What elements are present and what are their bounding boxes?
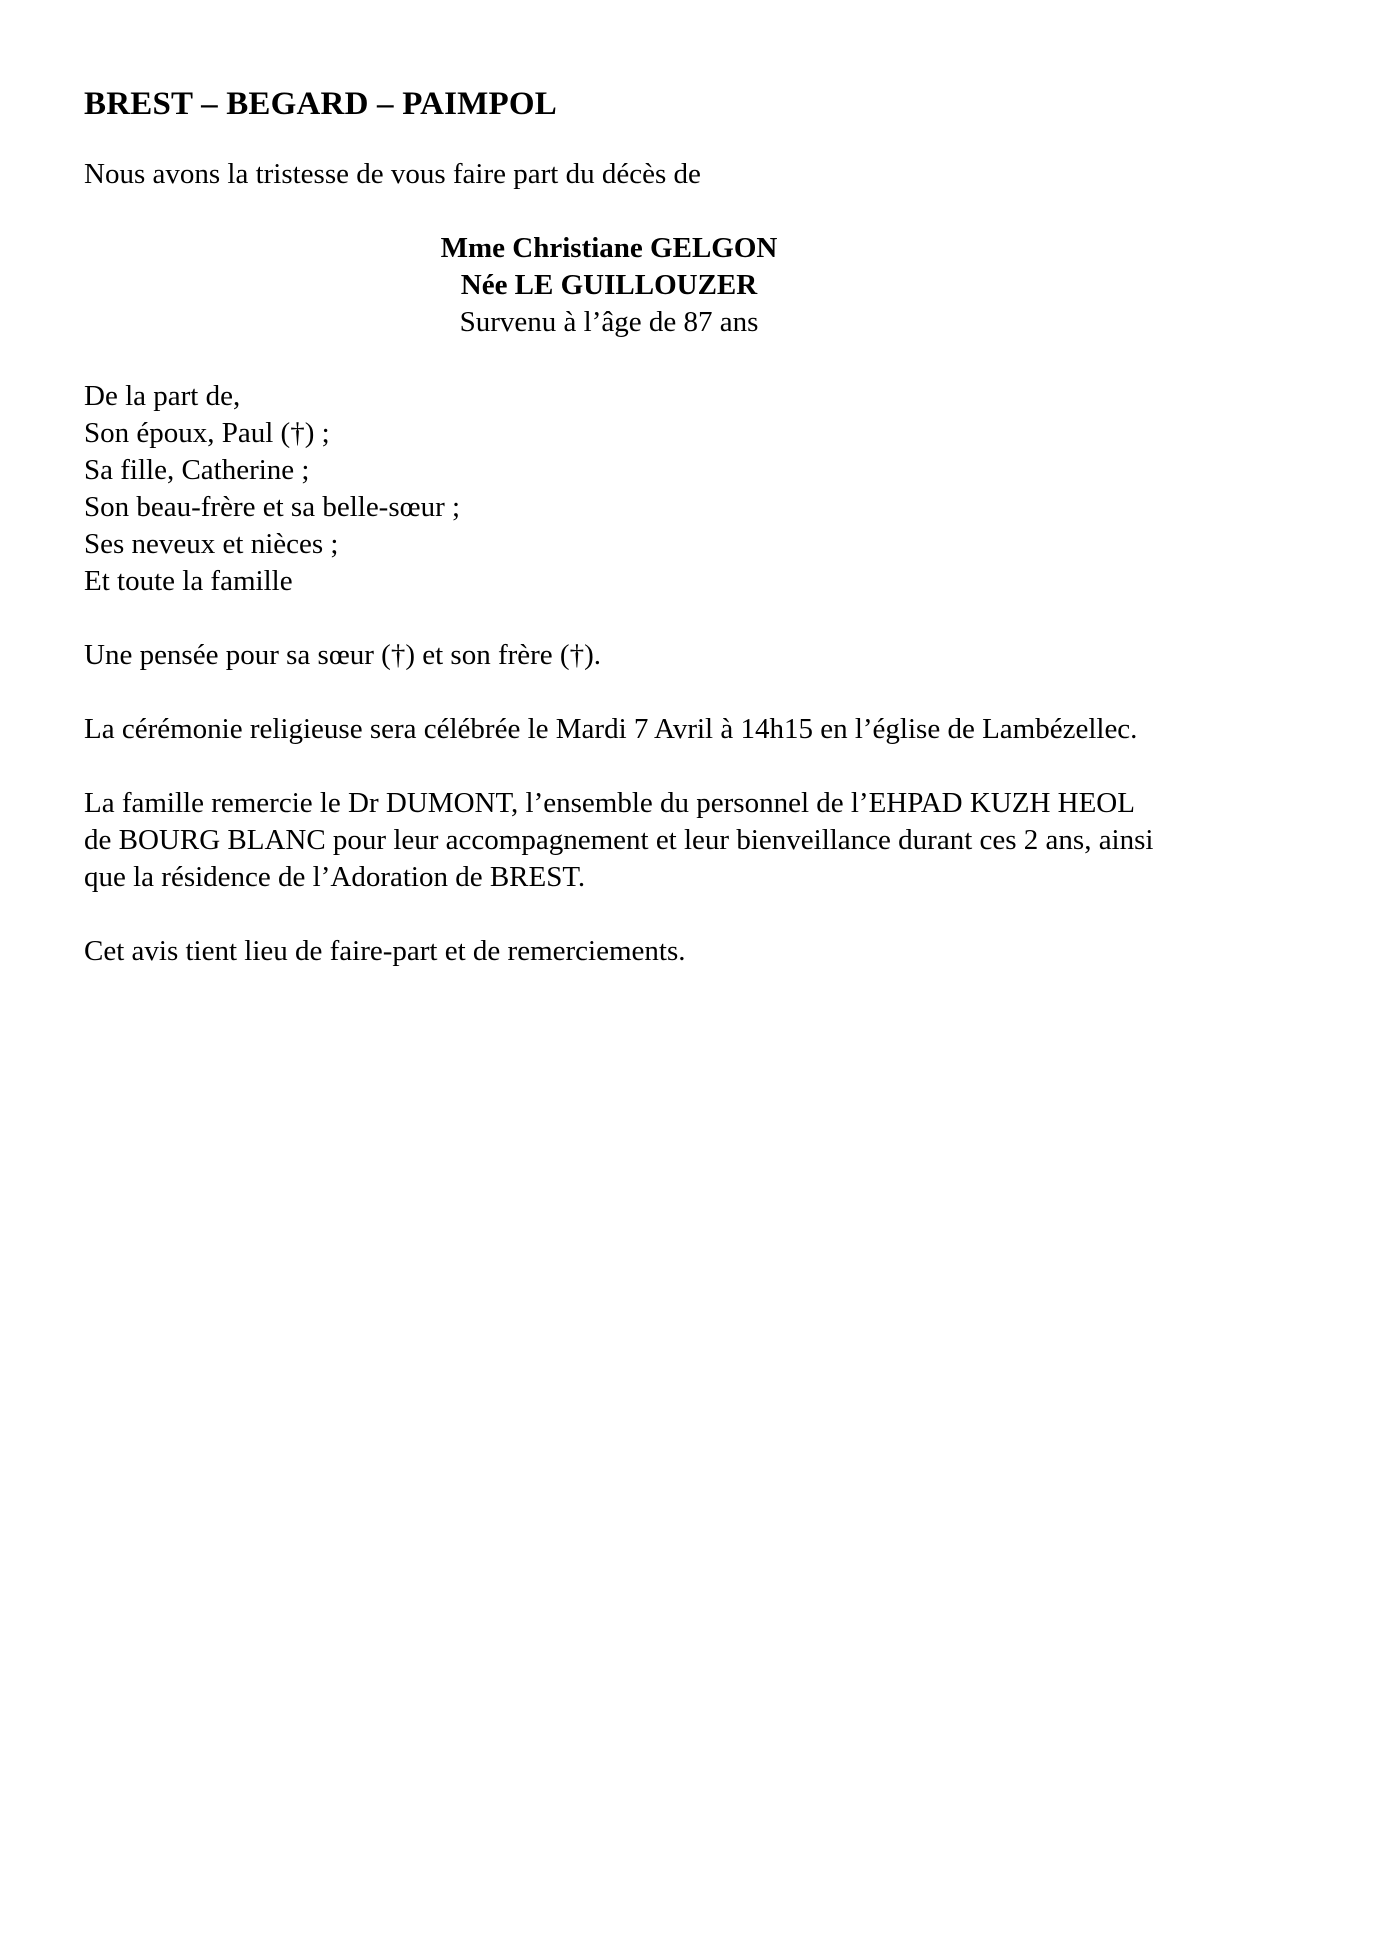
intro-text: Nous avons la tristesse de vous faire part du décès de: [84, 158, 701, 190]
deceased-name: Mme Christiane GELGON: [440, 232, 778, 264]
closing-text: Cet avis tient lieu de faire-part et de remerciements.: [84, 935, 686, 967]
deceased-age: Survenu à l’âge de 87 ans: [459, 306, 759, 338]
deceased-block: [84, 230, 1134, 341]
family-member: Son beau-frère et sa belle-sœur ;: [84, 491, 461, 523]
family-lead: De la part de,: [84, 380, 241, 412]
thanks-line: La famille remercie le Dr DUMONT, l’ensemble du personnel de l’EHPAD KUZH HEOL: [84, 787, 1135, 819]
family-member: Ses neveux et nièces ;: [84, 528, 339, 560]
thought-text: Une pensée pour sa sœur (†) et son frère (†).: [84, 639, 601, 671]
deceased-maiden-name: Née LE GUILLOUZER: [460, 269, 758, 301]
notice-heading: BREST – BEGARD – PAIMPOL: [84, 86, 557, 122]
family-member: Son époux, Paul (†) ;: [84, 417, 330, 449]
thanks-line: de BOURG BLANC pour leur accompagnement et leur bienveillance durant ces 2 ans, ainsi: [84, 824, 1154, 856]
family-list: [84, 378, 1304, 600]
thanks-paragraph: [84, 785, 1304, 896]
thanks-line: que la résidence de l’Adoration de BREST.: [84, 861, 586, 893]
notice-content: [84, 84, 1304, 970]
family-member: Et toute la famille: [84, 565, 293, 597]
ceremony-text: La cérémonie religieuse sera célébrée le Mardi 7 Avril à 14h15 en l’église de Lambézellec.: [84, 713, 1138, 745]
family-member: Sa fille, Catherine ;: [84, 454, 310, 486]
